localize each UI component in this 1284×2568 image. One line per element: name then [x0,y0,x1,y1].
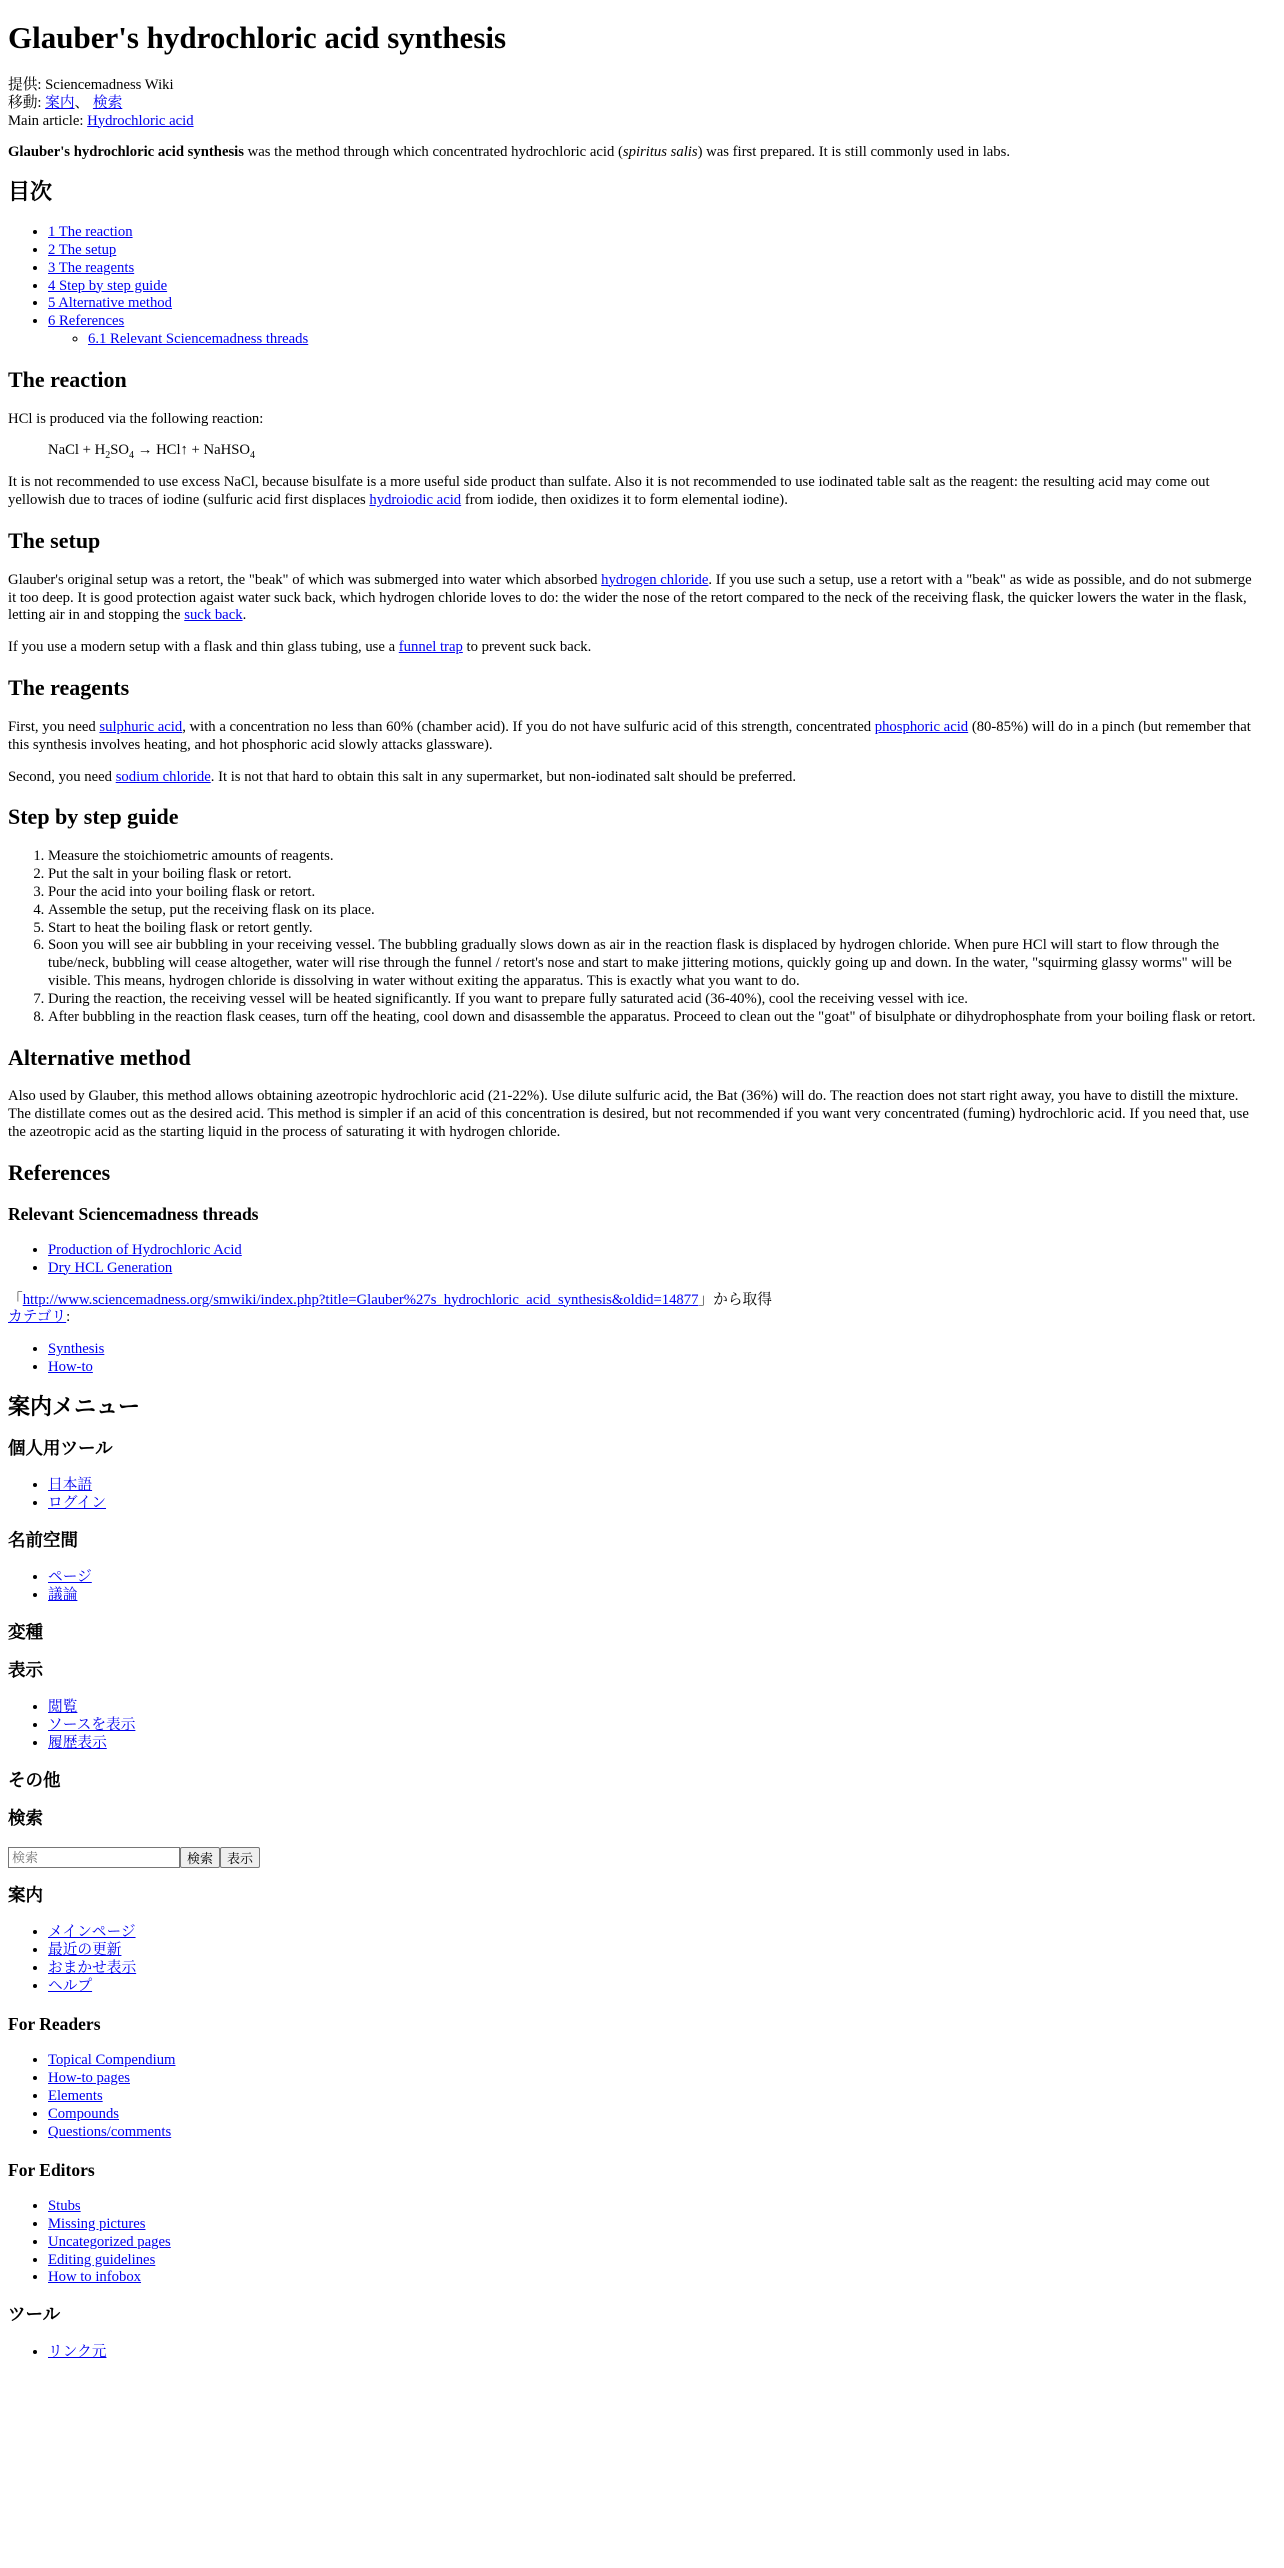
toc-link-reaction[interactable]: 1 The reaction [48,223,133,240]
intro-bold: Glauber's hydrochloric acid synthesis [8,144,244,161]
hydroiodic-acid-link[interactable]: hydroiodic acid [369,492,462,509]
search-input[interactable] [8,1847,180,1868]
jump-to-navigation-link[interactable]: 案内 [45,94,75,111]
nav-menu-heading: 案内メニュー [8,1395,141,1421]
retrieved-text: 」から取得 [698,1291,772,1308]
category-item [48,1359,1260,1377]
editors-item [48,2216,1260,2234]
views-list [8,1699,1260,1753]
category-link-how-to[interactable]: How-to [48,1359,93,1376]
category-list [8,1341,1260,1377]
toc-subitem [88,331,1260,349]
personal-tool-item [48,1495,1260,1513]
section-heading-steps: Step by step guide [8,804,179,830]
intro-text-2: ) was first prepared. It is still commonly used in labs. [697,144,1011,161]
readers-item [48,2106,1260,2124]
for-readers-heading: For Readers [8,2013,101,2034]
main-article-note [8,113,1260,131]
setup-text: . If you use such a setup, use a retort with a "beak" as wide as possible, and do not submerge it too deep. It is good protection agaist water suck back, which hydrogen chloride loves to do: the wider the nose of the retort compared to the neck of the receiving flask, the quicker lowers the water in the flask, letting air in and stopping the [8,571,1252,624]
reagents-text: (80-85%) will do in a pinch (but remember that this synthesis involves heating, and hot phosphoric acid slowly attacks glassware). [8,718,1251,753]
tools-list [8,2344,1260,2362]
main-article-link[interactable]: Hydrochloric acid [87,112,194,129]
reagents-text: Second, you need [8,768,116,785]
login-link[interactable]: ログイン [48,1494,107,1511]
views-heading: 表示 [8,1660,43,1681]
toc-heading: 目次 [8,180,53,206]
reagents-paragraph-2 [8,769,1260,787]
navigation-item [48,1978,1260,1996]
step-item: 6. Soon you will see air bubbling in your receiving vessel. The bubbling gradually slows down as air in the reaction flask is displaced by hydrogen chloride. When pure HCl will start to flow through the tube/neck, bubbling will cease altogether, water will rise through the funnel / retort's nose and start to make jittering motions, quickly going up and down. In the water, "squirming glassy worms" will be visible. This means, hydrogen chloride is dissolving in water without exiting the apparatus. This is exactly what you want to do. [48,937,1260,991]
sodium-chloride-link[interactable]: sodium chloride [115,768,211,785]
editors-item [48,2269,1260,2287]
reaction-intro: HCl is produced via the following reaction: [8,410,264,427]
tab-history[interactable]: 履歴表示 [48,1734,107,1751]
search-button[interactable]: 検索 [180,1847,220,1868]
setup-text: . [242,607,247,624]
search-form [8,1847,1260,1868]
step-item: 1. Measure the stoichiometric amounts of reagents. [48,848,1260,866]
suck-back-link[interactable]: suck back [184,607,243,624]
reaction-note-text: from iodide, then oxidizes it to form elemental iodine). [461,492,788,509]
site-sub [8,77,1260,95]
eq-sub: 2 [105,450,111,462]
editing-guidelines-link[interactable]: Editing guidelines [48,2251,156,2268]
retrieved-from [8,1292,1260,1310]
setup-paragraph-2 [8,639,1260,657]
how-to-infobox-link[interactable]: How to infobox [48,2269,142,2286]
readers-item [48,2124,1260,2142]
readers-item [48,2052,1260,2070]
elements-link[interactable]: Elements [48,2087,103,2104]
eq-part: → HCl↑ + NaHSO [134,442,251,459]
namespaces-list [8,1569,1260,1605]
view-item [48,1717,1260,1735]
help-link[interactable]: ヘルプ [48,1977,93,1994]
navigation-item [48,1924,1260,1942]
threads-list [8,1242,1260,1278]
uncategorized-pages-link[interactable]: Uncategorized pages [48,2233,171,2250]
intro-paragraph [8,144,1260,162]
toc-item [48,278,1260,296]
jump-label: 移動: [8,94,46,111]
jump-to [8,95,1260,113]
reaction-note [8,474,1260,510]
toc-link-steps[interactable]: 4 Step by step guide [48,277,168,294]
editors-item [48,2234,1260,2252]
setup-text: to prevent suck back. [462,639,592,656]
steps-list [8,848,1260,1027]
namespace-item [48,1569,1260,1587]
personal-tools-list [8,1477,1260,1513]
intro-italic: spiritus salis [622,144,698,161]
step-item: 5. Start to heat the boiling flask or retort gently. [48,920,1260,938]
phosphoric-acid-link[interactable]: phosphoric acid [874,718,969,735]
reagents-text: , with a concentration no less than 60% (chamber acid). If you do not have sulfuric acid of this strength, concentrated [182,718,875,735]
reagents-paragraph-1 [8,719,1260,755]
toc-link-threads[interactable]: 6.1 Relevant Sciencemadness threads [88,331,309,348]
main-article-label: Main article: [8,112,88,129]
search-heading: 検索 [8,1808,43,1829]
category-link-synthesis[interactable]: Synthesis [48,1341,105,1358]
setup-text: Glauber's original setup was a retort, the "beak" of which was submerged into water which absorbed [8,571,602,588]
jump-to-search-link[interactable]: 検索 [92,94,123,111]
go-button[interactable]: 表示 [220,1847,260,1868]
compounds-link[interactable]: Compounds [48,2105,119,2122]
thread-item [48,1260,1260,1278]
section-heading-reaction: The reaction [8,367,127,393]
section-heading-reagents: The reagents [8,675,130,701]
eq-part: NaCl + H [48,442,106,459]
toc-item [48,313,1260,349]
section-heading-alternative: Alternative method [8,1045,191,1071]
sulphuric-acid-link[interactable]: sulphuric acid [99,718,183,735]
eq-part: SO [110,442,130,459]
toc-link-references[interactable]: 6 References [48,313,125,330]
category-item [48,1341,1260,1359]
toc-link-reagents[interactable]: 3 The reagents [48,259,135,276]
navigation-heading: 案内 [8,1885,43,1906]
category-colon: : [66,1309,71,1326]
topical-compendium-link[interactable]: Topical Compendium [48,2051,176,2068]
thread-link[interactable]: Production of Hydrochloric Acid [48,1241,242,1258]
toc-item [48,260,1260,278]
step-item: 4. Assemble the setup, put the receiving flask on its place. [48,902,1260,920]
jump-separator: 、 [74,94,93,111]
section-heading-setup: The setup [8,528,101,554]
tab-read[interactable]: 閲覧 [48,1698,78,1715]
random-page-link[interactable]: おまかせ表示 [48,1959,137,1976]
categories-link[interactable]: カテゴリ [8,1309,67,1326]
view-item [48,1735,1260,1753]
reagents-text: First, you need [8,718,100,735]
namespace-item [48,1587,1260,1605]
variants-heading: 変種 [8,1622,43,1643]
setup-paragraph-1 [8,572,1260,626]
alternative-paragraph: Also used by Glauber, this method allows obtaining azeotropic hydrochloric acid (21-22%). Use dilute sulfuric acid, the Bat (36%) will do. The reaction does not start right away, you have to distill the mixture. The distillate comes out as the desired acid. This method is simpler if an acid of this concentration is desired, but not recommended if you want very concentrated (fuming) hydrochloric acid. If you need that, use the azeotropic acid as the starting liquid in the process of saturating it with hydrogen chloride. [8,1088,1249,1141]
step-item: 3. Pour the acid into your boiling flask or retort. [48,884,1260,902]
for-editors-heading: For Editors [8,2159,95,2180]
personal-tools-heading: 個人用ツール [8,1438,113,1459]
step-item: 2. Put the salt in your boiling flask or retort. [48,866,1260,884]
how-to-pages-link[interactable]: How-to pages [48,2069,130,2086]
navigation-list [8,1924,1260,1996]
stubs-link[interactable]: Stubs [48,2197,81,2214]
toc-item [48,242,1260,260]
toc-link-alternative[interactable]: 5 Alternative method [48,295,172,312]
toc-list [8,224,1260,350]
toc-item [48,224,1260,242]
reaction-equation [48,442,1260,460]
readers-item [48,2088,1260,2106]
editors-item [48,2198,1260,2216]
from-value: Sciencemadness Wiki [45,76,174,93]
readers-item [48,2070,1260,2088]
main-page-link[interactable]: メインページ [48,1924,136,1941]
for-readers-list [8,2052,1260,2142]
thread-item [48,1242,1260,1260]
questions-comments-link[interactable]: Questions/comments [48,2123,172,2140]
toc-item [48,295,1260,313]
tab-talk[interactable]: 議論 [48,1586,78,1603]
personal-tool-item [48,1477,1260,1495]
toc-link-setup[interactable]: 2 The setup [48,241,117,258]
page-title: Glauber's hydrochloric acid synthesis [8,20,507,55]
more-heading: その他 [8,1770,61,1791]
thread-link[interactable]: Dry HCL Generation [48,1259,173,1276]
navigation-item [48,1960,1260,1978]
setup-text: If you use a modern setup with a flask and thin glass tubing, use a [8,639,399,656]
tab-view-source[interactable]: ソースを表示 [48,1716,136,1733]
what-links-here-link[interactable]: リンク元 [48,2343,107,2360]
for-editors-list [8,2198,1260,2288]
intro-text-1: was the method through which concentrated hydrochloric acid ( [243,144,623,161]
namespaces-heading: 名前空間 [8,1530,78,1551]
permanent-link[interactable]: http://www.sciencemadness.org/smwiki/index.php?title=Glauber%27s_hydrochloric_acid_synthesis&oldid=14877 [22,1291,699,1308]
tools-item [48,2344,1260,2362]
recent-changes-link[interactable]: 最近の更新 [48,1941,122,1958]
step-item: 8. After bubbling in the reaction flask ceases, turn off the heating, cool down and disassemble the apparatus. Proceed to clean out the "goat" of bisulphate or dihydrophosphate from your boiling flask or retort. [48,1009,1260,1027]
section-heading-references: References [8,1160,111,1186]
tab-page[interactable]: ページ [48,1568,92,1585]
eq-sub: 4 [129,450,135,462]
from-label: 提供: [8,76,46,93]
threads-heading: Relevant Sciencemadness threads [8,1203,259,1224]
retrieved-text: 「 [8,1291,23,1308]
view-item [48,1699,1260,1717]
hydrogen-chloride-link[interactable]: hydrogen chloride [601,571,709,588]
tools-heading: ツール [8,2305,61,2326]
navigation-item [48,1942,1260,1960]
editors-item [48,2252,1260,2270]
language-link[interactable]: 日本語 [48,1476,93,1493]
step-item: 7. During the reaction, the receiving vessel will be heated significantly. If you want to prepare fully saturated acid (36-40%), cool the receiving vessel with ice. [48,991,1260,1009]
reagents-text: . It is not that hard to obtain this salt in any supermarket, but non-iodinated salt should be preferred. [210,768,797,785]
toc-sublist [48,331,1260,349]
eq-sub: 4 [250,450,256,462]
funnel-trap-link[interactable]: funnel trap [398,639,463,656]
category-label-line [8,1309,1260,1327]
reaction-note-text: It is not recommended to use excess NaCl, because bisulfate is a more useful side product than sulfate. Also it is not recommended to use iodinated table salt as the reagent: the resulting acid may come out yellowish due to traces of iodine (sulfuric acid first displaces [8,474,1210,509]
missing-pictures-link[interactable]: Missing pictures [48,2215,146,2232]
